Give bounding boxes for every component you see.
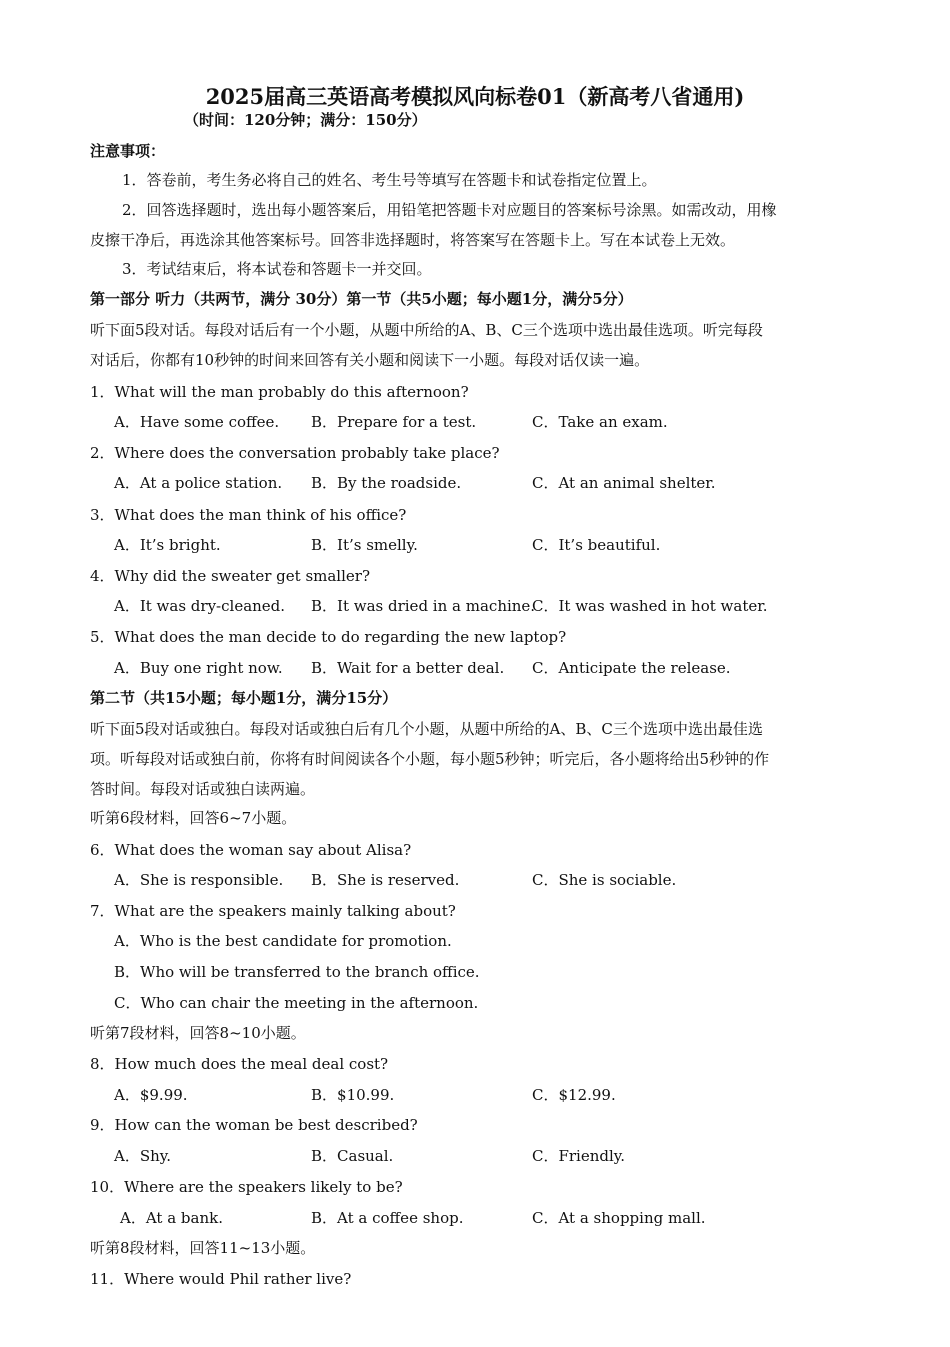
part1-instructions-line-2: 对话后，你都有10秒钟的时间来回答有关小题和阅读下一小题。每段对话仅读一遍。 — [90, 351, 650, 369]
question-7-option-b: B．Who will be transferred to the branch office. — [114, 963, 480, 981]
question-3-option-a: A．It’s bright. — [114, 536, 221, 554]
question-1: 1．What will the man probably do this afternoon? — [90, 383, 469, 401]
section2-instructions-line-2: 项。听每段对话或独白前，你将有时间阅读各个小题，每小题5秒钟；听完后，各小题将给出5秒钟的作 — [90, 750, 770, 768]
question-9-option-b: B．Casual. — [311, 1147, 394, 1165]
question-1-option-a: A．Have some coffee. — [114, 413, 280, 431]
question-4: 4．Why did the sweater get smaller? — [90, 567, 370, 585]
question-3-option-b: B．It’s smelly. — [311, 536, 418, 554]
question-5-option-b: B．Wait for a better deal. — [311, 659, 505, 677]
section2-instructions-line-3: 答时间。每段对话或独白读两遍。 — [90, 780, 316, 798]
question-1-option-b: B．Prepare for a test. — [311, 413, 477, 431]
question-4-option-a: A．It was dry-cleaned. — [114, 597, 286, 615]
question-7-option-c: C．Who can chair the meeting in the afternoon. — [114, 994, 479, 1012]
material-6-label: 听第6段材料，回答6~7小题。 — [90, 809, 297, 827]
question-9: 9．How can the woman be best described? — [90, 1116, 418, 1134]
section2-heading: 第二节（共15小题；每小题1分，满分15分） — [90, 689, 398, 707]
question-8-options — [0, 1085, 950, 1105]
question-7: 7．What are the speakers mainly talking about? — [90, 902, 456, 920]
question-2-options — [0, 473, 950, 493]
part1-instructions-line-1: 听下面5段对话。每段对话后有一个小题，从题中所给的A、B、C三个选项中选出最佳选项。听完每段 — [90, 321, 763, 339]
question-8-option-c: C．$12.99. — [532, 1086, 616, 1104]
question-6: 6．What does the woman say about Alisa? — [90, 841, 412, 859]
notice-item-2-line-2: 皮擦干净后，再选涂其他答案标号。回答非选择题时，将答案写在答题卡上。写在本试卷上无效。 — [90, 231, 736, 249]
question-5-options — [0, 658, 950, 678]
question-3: 3．What does the man think of his office? — [90, 506, 407, 524]
question-9-option-c: C．Friendly. — [532, 1147, 626, 1165]
notice-item-2-line-1: 2．回答选择题时，选出每小题答案后，用铅笔把答题卡对应题目的答案标号涂黑。如需改动，用橡 — [122, 201, 777, 219]
question-9-option-a: A．Shy. — [114, 1147, 172, 1165]
section2-instructions-line-1: 听下面5段对话或独白。每段对话或独白后有几个小题，从题中所给的A、B、C三个选项中选出最佳选 — [90, 720, 763, 738]
question-4-options — [0, 596, 950, 616]
question-1-options — [0, 412, 950, 432]
question-5-option-c: C．Anticipate the release. — [532, 659, 731, 677]
question-8-option-b: B．$10.99. — [311, 1086, 395, 1104]
question-2-option-b: B．By the roadside. — [311, 474, 462, 492]
question-4-option-c: C．It was washed in hot water. — [532, 597, 768, 615]
question-11: 11．Where would Phil rather live? — [90, 1270, 352, 1288]
page-subtitle: （时间：120分钟；满分：150分） — [184, 111, 427, 129]
question-4-option-b: B．It was dried in a machine. — [311, 597, 536, 615]
notice-item-3: 3．考试结束后，将本试卷和答题卡一并交回。 — [122, 260, 432, 278]
question-10-option-a: A．At a bank. — [120, 1209, 223, 1227]
question-5-option-a: A．Buy one right now. — [114, 659, 283, 677]
question-6-options — [0, 870, 950, 890]
question-10-option-b: B．At a coffee shop. — [311, 1209, 464, 1227]
notice-heading: 注意事项： — [90, 142, 166, 160]
material-8-label: 听第8段材料，回答11~13小题。 — [90, 1239, 316, 1257]
question-10-options — [0, 1208, 950, 1228]
part1-heading: 第一部分 听力（共两节，满分 30分）第一节（共5小题；每小题1分，满分5分） — [90, 290, 633, 308]
question-6-option-c: C．She is sociable. — [532, 871, 677, 889]
question-10-option-c: C．At a shopping mall. — [532, 1209, 706, 1227]
question-8-option-a: A．$9.99. — [114, 1086, 188, 1104]
question-2-option-c: C．At an animal shelter. — [532, 474, 716, 492]
question-7-option-a: A．Who is the best candidate for promotion. — [114, 932, 452, 950]
question-9-options — [0, 1146, 950, 1166]
question-10: 10．Where are the speakers likely to be? — [90, 1178, 403, 1196]
question-2: 2．Where does the conversation probably take place? — [90, 444, 500, 462]
question-2-option-a: A．At a police station. — [114, 474, 283, 492]
question-1-option-c: C．Take an exam. — [532, 413, 668, 431]
page-title: 2025届高三英语高考模拟风向标卷01（新高考八省通用) — [205, 84, 745, 109]
question-6-option-a: A．She is responsible. — [114, 871, 284, 889]
question-8: 8．How much does the meal deal cost? — [90, 1055, 389, 1073]
question-3-options — [0, 535, 950, 555]
question-5: 5．What does the man decide to do regarding the new laptop? — [90, 628, 567, 646]
material-7-label: 听第7段材料，回答8~10小题。 — [90, 1024, 306, 1042]
question-3-option-c: C．It’s beautiful. — [532, 536, 661, 554]
question-6-option-b: B．She is reserved. — [311, 871, 460, 889]
notice-item-1: 1．答卷前，考生务必将自己的姓名、考生号等填写在答题卡和试卷指定位置上。 — [122, 171, 657, 189]
